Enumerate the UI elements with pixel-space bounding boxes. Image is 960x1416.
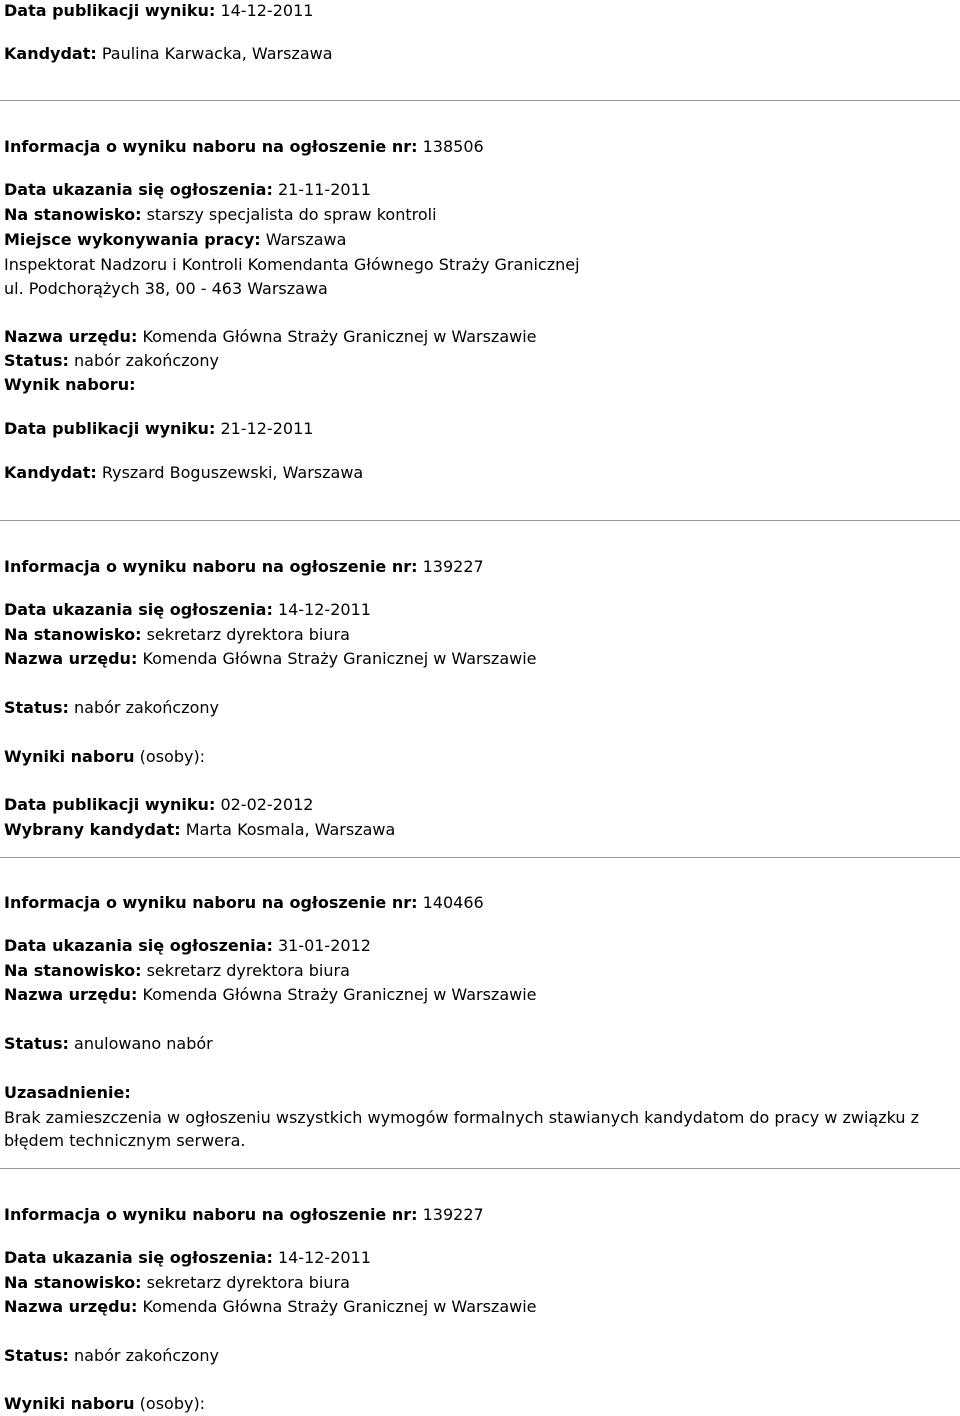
position-row	[4, 1273, 350, 1293]
publication-date-label: Data publikacji wyniku:	[4, 795, 216, 814]
announcement-number: 140466	[422, 893, 484, 912]
announcement-title-label: Informacja o wyniku naboru na ogłoszenie nr:	[4, 893, 418, 912]
office-label: Nazwa urzędu:	[4, 1297, 138, 1316]
result-label: Wynik naboru:	[4, 375, 136, 394]
candidate-label: Kandydat:	[4, 44, 97, 63]
announcement-date-label: Data ukazania się ogłoszenia:	[4, 936, 273, 955]
announcement-title	[4, 893, 484, 913]
position-value: starszy specjalista do spraw kontroli	[146, 205, 437, 224]
selected-candidate-row	[4, 820, 395, 840]
announcement-date-value: 21-11-2011	[277, 180, 371, 199]
office-label: Nazwa urzędu:	[4, 327, 138, 346]
candidate-value: Paulina Karwacka, Warszawa	[101, 44, 333, 63]
announcement-title-label: Informacja o wyniku naboru na ogłoszenie nr:	[4, 557, 418, 576]
publication-date-label: Data publikacji wyniku:	[4, 419, 216, 438]
status-value: nabór zakończony	[74, 351, 220, 370]
office-row	[4, 985, 537, 1005]
workplace-value: Warszawa	[265, 230, 347, 249]
position-row	[4, 625, 350, 645]
position-row	[4, 961, 350, 981]
publication-date-value: 14-12-2011	[220, 1, 314, 20]
candidate-value: Ryszard Boguszewski, Warszawa	[101, 463, 364, 482]
status-label: Status:	[4, 1346, 69, 1365]
office-value: Komenda Główna Straży Granicznej w Warszawie	[142, 649, 537, 668]
publication-date-value: 21-12-2011	[220, 419, 314, 438]
status-row	[4, 1346, 219, 1366]
publication-date-row	[4, 419, 313, 439]
announcement-title	[4, 557, 484, 577]
status-value: nabór zakończony	[74, 698, 220, 717]
position-label: Na stanowisko:	[4, 961, 142, 980]
status-row	[4, 1034, 213, 1054]
justification-label-text: Uzasadnienie:	[4, 1083, 131, 1102]
selected-candidate-value: Marta Kosmala, Warszawa	[185, 820, 396, 839]
candidate-row	[4, 463, 363, 483]
result-row	[4, 375, 135, 395]
results-row	[4, 747, 205, 767]
address-line-1: Inspektorat Nadzoru i Kontroli Komendanta Głównego Straży Granicznej	[4, 255, 580, 274]
announcement-date-value: 31-01-2012	[277, 936, 371, 955]
announcement-date-row	[4, 936, 371, 956]
announcement-title-label: Informacja o wyniku naboru na ogłoszenie nr:	[4, 1205, 418, 1224]
results-suffix: (osoby):	[139, 1394, 206, 1413]
position-value: sekretarz dyrektora biura	[146, 961, 350, 980]
announcement-date-row	[4, 600, 371, 620]
announcement-number: 138506	[422, 137, 484, 156]
status-label: Status:	[4, 698, 69, 717]
address-line-2: ul. Podchorążych 38, 00 - 463 Warszawa	[4, 279, 328, 298]
status-row	[4, 351, 219, 371]
publication-date-label: Data publikacji wyniku:	[4, 1, 216, 20]
status-value: nabór zakończony	[74, 1346, 220, 1365]
workplace-label: Miejsce wykonywania pracy:	[4, 230, 261, 249]
announcement-date-row	[4, 180, 371, 200]
justification-text: Brak zamieszczenia w ogłoszeniu wszystkich wymogów formalnych stawianych kandydatom do pracy w związku z błędem technicznym serwera.	[4, 1108, 920, 1150]
position-value: sekretarz dyrektora biura	[146, 625, 350, 644]
announcement-date-row	[4, 1248, 371, 1268]
results-label: Wyniki naboru	[4, 747, 135, 766]
office-row	[4, 649, 537, 669]
publication-date-row	[4, 1, 313, 21]
office-row	[4, 327, 537, 347]
results-label: Wyniki naboru	[4, 1394, 135, 1413]
announcement-date-label: Data ukazania się ogłoszenia:	[4, 180, 273, 199]
office-row	[4, 1297, 537, 1317]
office-label: Nazwa urzędu:	[4, 985, 138, 1004]
announcement-title	[4, 137, 484, 157]
workplace-row	[4, 230, 346, 250]
section-divider	[0, 520, 960, 521]
position-label: Na stanowisko:	[4, 625, 142, 644]
office-value: Komenda Główna Straży Granicznej w Warszawie	[142, 327, 537, 346]
position-row	[4, 205, 437, 225]
candidate-label: Kandydat:	[4, 463, 97, 482]
office-value: Komenda Główna Straży Granicznej w Warszawie	[142, 1297, 537, 1316]
publication-date-value: 02-02-2012	[220, 795, 314, 814]
office-value: Komenda Główna Straży Granicznej w Warszawie	[142, 985, 537, 1004]
announcement-date-value: 14-12-2011	[277, 600, 371, 619]
announcement-title-label: Informacja o wyniku naboru na ogłoszenie nr:	[4, 137, 418, 156]
position-label: Na stanowisko:	[4, 1273, 142, 1292]
section-divider	[0, 1168, 960, 1169]
status-row	[4, 698, 219, 718]
announcement-date-label: Data ukazania się ogłoszenia:	[4, 600, 273, 619]
status-label: Status:	[4, 1034, 69, 1053]
announcement-number: 139227	[422, 557, 484, 576]
candidate-row	[4, 44, 333, 64]
announcement-date-label: Data ukazania się ogłoszenia:	[4, 1248, 273, 1267]
section-divider	[0, 857, 960, 858]
publication-date-row	[4, 795, 313, 815]
announcement-number: 139227	[422, 1205, 484, 1224]
status-label: Status:	[4, 351, 69, 370]
results-row	[4, 1394, 205, 1414]
status-value: anulowano nabór	[74, 1034, 213, 1053]
results-suffix: (osoby):	[139, 747, 206, 766]
position-label: Na stanowisko:	[4, 205, 142, 224]
announcement-date-value: 14-12-2011	[277, 1248, 371, 1267]
office-label: Nazwa urzędu:	[4, 649, 138, 668]
selected-candidate-label: Wybrany kandydat:	[4, 820, 181, 839]
justification-label	[4, 1083, 131, 1103]
announcement-title	[4, 1205, 484, 1225]
position-value: sekretarz dyrektora biura	[146, 1273, 350, 1292]
section-divider	[0, 100, 960, 101]
